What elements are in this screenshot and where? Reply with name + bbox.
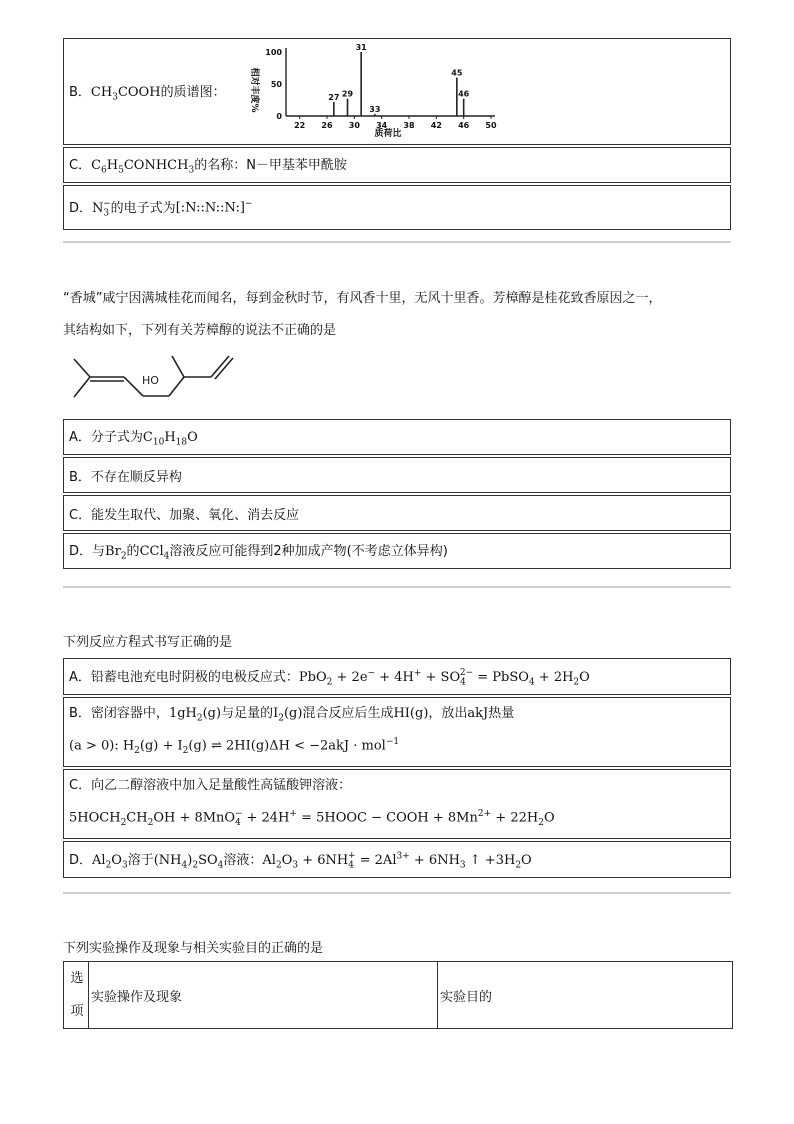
spectrum-x-tick: 22 (294, 121, 306, 130)
q2-option-d: D．$Al_2O_3$溶于$(NH_4)_2SO_4$溶液：$Al_2O_3 + 6NH_4^+ = 2Al^{3+} + 6NH_3$ ↑ $+3H_2O$ (69, 851, 532, 871)
mass-spectrum-chart (240, 42, 510, 140)
q1-option-a: A．分子式为$C_{10}H_{18}O$ (69, 430, 198, 448)
azide-lewis-structure: [:N::N::N:]− (175, 199, 253, 216)
spectrum-y-tick: 100 (265, 48, 282, 57)
option-b: B．$CH_3COOH$的质谱图： (69, 84, 226, 103)
option-c: C．$C_6H_5CONHCH_3$的名称：N－甲基苯甲酰胺 (69, 158, 347, 176)
spectrum-x-tick: 38 (403, 121, 415, 130)
spectrum-peak-label: 31 (355, 43, 367, 52)
q1-option-d: D．与$Br_2$的CCl$_4$溶液反应可能得到2种加成产物(不考虑立体异构) (69, 544, 448, 562)
q1-option-a-box[interactable] (63, 419, 731, 455)
spectrum-peak-label: 33 (369, 105, 381, 115)
spectrum-peak-label: 45 (451, 68, 463, 78)
q3-stem: 下列实验操作及现象与相关实验目的正确的是 (63, 941, 324, 956)
spectrum-peak-label: 46 (458, 89, 470, 99)
spectrum-peak-label: 27 (328, 92, 340, 102)
spectrum-x-tick: 30 (348, 121, 360, 130)
spectrum-x-tick: 42 (430, 121, 442, 130)
q2-option-b: B．密闭容器中，$1gH_2(g)$与足量的$I_2(g)$混合反应后生成HI(g)，放出akJ热量 (a > 0): $H_2(g) + I_2(g)$ ⇌ 2HI(g)ΔH < −2akJ · mol$^{-1}$ (69, 706, 515, 756)
spectrum-x-tick: 34 (376, 121, 388, 130)
separator (63, 241, 731, 243)
hydroxyl-label: HO (142, 374, 159, 387)
option-d-box[interactable] (63, 185, 731, 230)
separator (63, 586, 731, 588)
q1-stem-line1: “香城”咸宁因满城桂花而闻名，每到金秋时节，有风香十里，无风十里香。芳樟醇是桂花致香原因之一， (63, 291, 662, 306)
q2-option-a: A．铅蓄电池充电时阴极的电极反应式：$PbO_2 + 2e^- + 4H^+ + SO_4^{2-}$ = PbSO$_4$ + $2H_2O$ (69, 668, 590, 688)
q2-stem: 下列反应方程式书写正确的是 (63, 635, 233, 650)
option-d: D．$N_3^-$的电子式为[:N::N::N:]− (69, 199, 253, 219)
q1-option-b-box[interactable] (63, 457, 731, 493)
spectrum-xlabel: 质荷比 (374, 129, 402, 139)
header-purpose: 实验目的 (438, 962, 733, 1029)
linalool-structure (66, 350, 246, 410)
q1-stem-line2: 其结构如下，下列有关芳樟醇的说法不正确的是 (63, 323, 337, 338)
q2-option-d-box[interactable] (63, 841, 731, 878)
option-c-box[interactable] (63, 147, 731, 183)
q2-option-b-box[interactable] (63, 697, 731, 767)
q1-option-c-box[interactable] (63, 495, 731, 531)
q1-option-d-box[interactable] (63, 533, 731, 569)
q1-option-c: C．能发生取代、加聚、氧化、消去反应 (69, 507, 300, 523)
q1-option-b: B．不存在顺反异构 (69, 469, 182, 485)
spectrum-y-tick: 0 (276, 112, 282, 121)
spectrum-x-tick: 46 (458, 121, 470, 130)
q2-option-a-box[interactable] (63, 658, 731, 695)
experiment-table (63, 961, 733, 1029)
q2-option-c-box[interactable] (63, 769, 731, 839)
q2-option-c: C．向乙二醇溶液中加入足量酸性高锰酸钾溶液： $5HOCH_2CH_2OH + 8MnO_4^- + 24H^+$ = 5HOOC − COOH + $8Mn^{2+} + 22H_2O$ (69, 778, 555, 828)
separator (63, 892, 731, 894)
spectrum-ylabel: 相对丰度% (249, 67, 259, 113)
spectrum-peak-label: 29 (341, 89, 354, 99)
spectrum-x-tick: 26 (321, 121, 333, 130)
header-operation: 实验操作及现象 (89, 962, 438, 1029)
spectrum-x-tick: 50 (485, 121, 497, 130)
spectrum-y-tick: 50 (270, 80, 282, 89)
header-option: 选 项 (64, 962, 89, 1029)
